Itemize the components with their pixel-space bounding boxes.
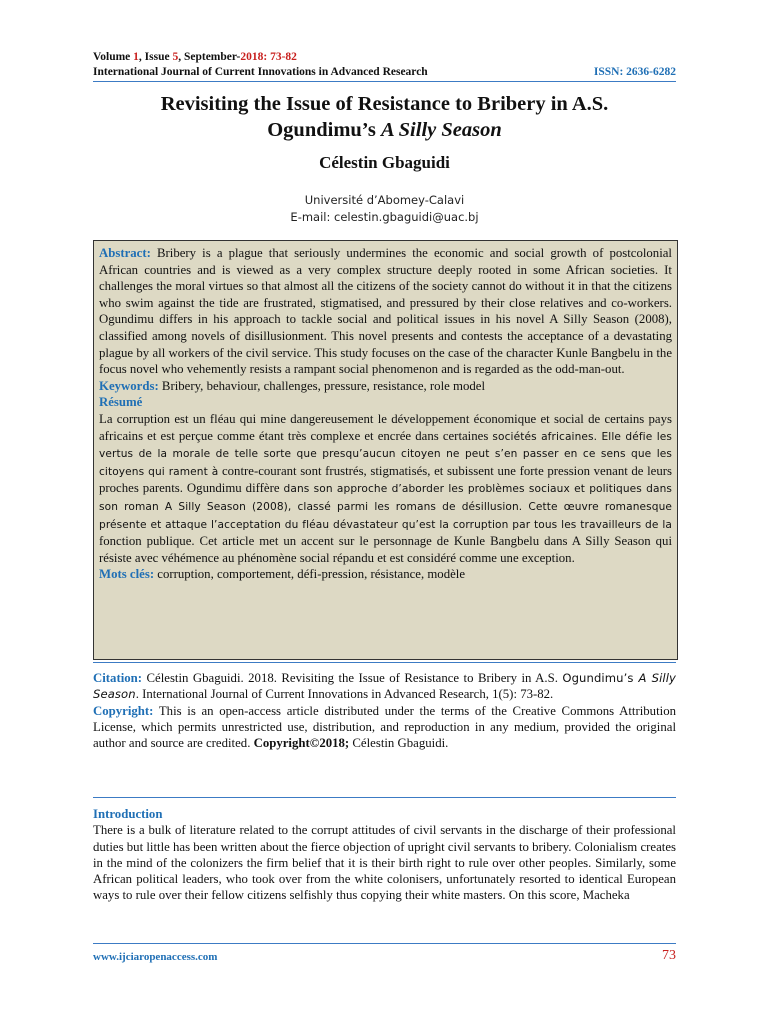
author-name: Célestin Gbaguidi bbox=[319, 153, 450, 172]
citation-text-1: Célestin Gbaguidi. 2018. Revisiting the Issue of Resistance to Bribery in A.S. bbox=[142, 671, 563, 685]
copyright-text: This is an open-access article distributed under the terms of the Creative Commons Attribution License, which permits unrestricted use, distribution, and reproduction in any medium, provided the original author and source are credited. bbox=[93, 703, 676, 751]
title-italic: A Silly Season bbox=[380, 119, 502, 141]
journal-header bbox=[93, 50, 676, 80]
volume-line bbox=[93, 50, 676, 65]
abstract-paragraph bbox=[99, 245, 672, 378]
citation-paragraph bbox=[93, 670, 676, 703]
page-number: 73 bbox=[662, 948, 676, 963]
copyright-paragraph bbox=[93, 703, 676, 752]
header-rule bbox=[93, 81, 676, 82]
keywords-paragraph bbox=[99, 378, 672, 395]
citation-bottom-rule bbox=[93, 797, 676, 798]
university: Université d’Abomey-Calavi bbox=[304, 193, 465, 207]
resume-text-4: dans son approche d’aborder les problèmes sociaux et politiques dans son roman A Silly Season (2008), classé parmi les romans de désillusion. Cette œuvre romanesque présente et attaque l’acceptation du fléau dévastateur qu’est la corruption par tous les travailleurs de la bbox=[99, 483, 673, 531]
title-line-2 bbox=[93, 117, 676, 143]
journal-url[interactable]: www.ijciaropenaccess.com bbox=[93, 951, 218, 963]
copyright-year: Copyright©2018; bbox=[253, 736, 350, 751]
affiliation bbox=[93, 192, 676, 226]
resume-text-3: contre-courant sont frustrés, stigmatisés, et subissent une forte pression venant de leurs proches parents. Ogundimu diffère bbox=[99, 463, 672, 496]
resume-text-2: sociétés africaines. Elle défie les vertus de la morale de telle sorte que presqu’aucun citoyen ne peut s’en passer en ce sens que les citoyens qui rament à bbox=[99, 430, 672, 478]
keywords-label: Keywords: bbox=[99, 378, 159, 393]
date-separator: , September- bbox=[178, 51, 241, 63]
issue-number: 5 bbox=[172, 51, 179, 63]
citation-label: Citation: bbox=[93, 671, 143, 685]
resume-text-5: fonction publique. Cet article met un accent sur le personnage de Kunle Bangbelu dans A Silly Season qui résiste avec véhémence au phénomène social répandu et est considéré comme une exception. bbox=[99, 534, 672, 565]
citation-author-possessive: Ogundimu’s bbox=[562, 671, 639, 685]
introduction-section bbox=[93, 806, 676, 904]
resume-text-1: La corruption est un fléau qui mine dangereusement le développement économique et social de certains pays africains et est perçue comme étant très complexe et encrée dans certaines bbox=[99, 411, 672, 443]
motscles-text: corruption, comportement, défi-pression, résistance, modèle bbox=[154, 567, 466, 582]
abstract-text: Bribery is a plague that seriously undermines the economic and social growth of postcolonial African countries and is viewed as a very complex structure deeply rooted in some African societies. It challenges the moral virtues so that almost all the citizens of the society cannot do without it in that the citizens who swim against the tide are frustrated, stigmatised, and pressured by their close relatives and co-workers. Ogundimu differs in his approach to tackle social and political issues in his novel A Silly Season (2008), classified among novels of disillusionment. This novel presents and contests the acceptance of a devastating plague by all workers of the civil service. This study focuses on the case of the character Kunle Bangbelu in the focus novel who vehemently resists a rampant social phenomenon and is regarded as the odd-man-out. bbox=[99, 246, 672, 377]
year: 2018 bbox=[240, 51, 264, 63]
introduction-text: There is a bulk of literature related to the corrupt attitudes of civil servants in the discharge of their professional duties but little has been written about the fierce objection of upright civil servants to bribery. Colonialism creates in the mind of the colonizers the firm belief that it is their birth right to rule over other peoples. Similarly, some African political leaders, who took over from the white colonisers, unfortunately resorted to identical European ways to rule over their fellow citizens selfishly thus copying their white masters. On this score, Macheka bbox=[93, 823, 676, 903]
citation-title-italic: A Silly Season bbox=[93, 671, 676, 702]
volume-number: 1 bbox=[133, 51, 139, 63]
citation-top-rule bbox=[93, 662, 676, 663]
title-line-1: Revisiting the Issue of Resistance to Bribery in A.S. bbox=[160, 93, 609, 115]
volume-label: Volume bbox=[93, 51, 134, 63]
email[interactable]: E-mail: celestin.gbaguidi@uac.bj bbox=[290, 210, 479, 224]
motscles-paragraph bbox=[99, 566, 672, 583]
issn: ISSN: 2636-6282 bbox=[593, 66, 676, 78]
copyright-label: Copyright: bbox=[93, 703, 154, 718]
motscles-label: Mots clés: bbox=[99, 567, 155, 582]
issue-label: , Issue bbox=[138, 51, 173, 63]
abstract-box bbox=[93, 240, 678, 660]
paper-title bbox=[93, 91, 676, 143]
citation-block bbox=[93, 670, 676, 751]
abstract-label: Abstract: bbox=[99, 246, 151, 260]
copyright-holder: Célestin Gbaguidi. bbox=[349, 736, 449, 751]
footer-rule bbox=[93, 943, 676, 944]
citation-text-3: . International Journal of Current Innovations in Advanced Research, 1(5): 73-82. bbox=[135, 687, 554, 702]
resume-paragraph bbox=[99, 411, 672, 566]
keywords-text: Bribery, behaviour, challenges, pressure, resistance, role model bbox=[158, 378, 486, 393]
page-range: : 73-82 bbox=[263, 51, 297, 63]
resume-heading: Résumé bbox=[99, 395, 143, 410]
journal-name: International Journal of Current Innovations in Advanced Research bbox=[93, 66, 428, 78]
introduction-heading: Introduction bbox=[93, 807, 163, 821]
title-line-2-prefix: Ogundimu’s bbox=[267, 119, 381, 141]
